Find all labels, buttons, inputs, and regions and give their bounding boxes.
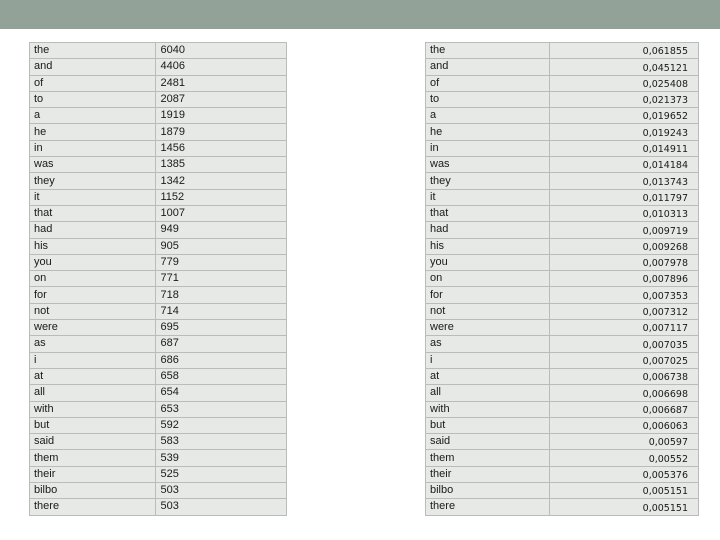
word-frequency-row (426, 140, 699, 156)
frequency-cell: 0,010313 (550, 205, 699, 221)
count-cell: 503 (156, 483, 287, 499)
word-cell: i (426, 352, 550, 368)
word-cell: all (426, 385, 550, 401)
count-cell: 1456 (156, 140, 287, 156)
word-count-row (30, 271, 287, 287)
word-cell: with (426, 401, 550, 417)
count-cell: 525 (156, 466, 287, 482)
frequency-cell: 0,00597 (550, 434, 699, 450)
count-cell: 2481 (156, 75, 287, 91)
count-cell: 1879 (156, 124, 287, 140)
word-cell: to (426, 91, 550, 107)
word-count-row (30, 401, 287, 417)
frequency-cell: 0,061855 (550, 43, 699, 59)
frequency-cell: 0,014911 (550, 140, 699, 156)
word-cell: in (426, 140, 550, 156)
count-cell: 654 (156, 385, 287, 401)
count-cell: 4406 (156, 59, 287, 75)
word-frequency-row (426, 124, 699, 140)
word-cell: the (426, 43, 550, 59)
word-cell: was (426, 157, 550, 173)
word-frequency-row (426, 91, 699, 107)
word-count-row (30, 173, 287, 189)
word-count-row (30, 483, 287, 499)
word-cell: bilbo (426, 483, 550, 499)
word-frequency-row (426, 157, 699, 173)
frequency-cell: 0,019652 (550, 108, 699, 124)
word-cell: with (30, 401, 156, 417)
frequency-cell: 0,007353 (550, 287, 699, 303)
word-cell: and (30, 59, 156, 75)
count-cell: 905 (156, 238, 287, 254)
count-cell: 714 (156, 303, 287, 319)
frequency-cell: 0,019243 (550, 124, 699, 140)
word-cell: for (30, 287, 156, 303)
word-cell: of (426, 75, 550, 91)
frequency-cell: 0,007117 (550, 320, 699, 336)
word-count-row (30, 385, 287, 401)
word-count-row (30, 450, 287, 466)
word-frequency-row (426, 173, 699, 189)
frequency-cell: 0,009268 (550, 238, 699, 254)
word-frequency-row (426, 499, 699, 515)
word-cell: a (30, 108, 156, 124)
word-cell: their (426, 466, 550, 482)
frequency-cell: 0,007896 (550, 271, 699, 287)
word-count-row (30, 91, 287, 107)
word-cell: at (30, 368, 156, 384)
word-cell: a (426, 108, 550, 124)
word-cell: bilbo (30, 483, 156, 499)
word-cell: that (426, 205, 550, 221)
frequency-cell: 0,006687 (550, 401, 699, 417)
count-cell: 779 (156, 254, 287, 270)
word-frequency-row (426, 417, 699, 433)
word-frequency-row (426, 271, 699, 287)
word-frequency-row (426, 238, 699, 254)
word-cell: you (30, 254, 156, 270)
word-count-row (30, 124, 287, 140)
word-count-row (30, 466, 287, 482)
frequency-cell: 0,007035 (550, 336, 699, 352)
word-frequency-row (426, 320, 699, 336)
word-cell: said (426, 434, 550, 450)
count-cell: 1919 (156, 108, 287, 124)
count-cell: 592 (156, 417, 287, 433)
word-cell: not (426, 303, 550, 319)
word-cell: of (30, 75, 156, 91)
word-count-table-body (30, 43, 287, 516)
frequency-cell: 0,005376 (550, 466, 699, 482)
word-count-row (30, 238, 287, 254)
word-frequency-row (426, 75, 699, 91)
word-frequency-row (426, 450, 699, 466)
frequency-cell: 0,005151 (550, 483, 699, 499)
word-count-row (30, 303, 287, 319)
word-cell: and (426, 59, 550, 75)
frequency-cell: 0,013743 (550, 173, 699, 189)
count-cell: 503 (156, 499, 287, 515)
count-cell: 1007 (156, 205, 287, 221)
count-cell: 6040 (156, 43, 287, 59)
frequency-cell: 0,006063 (550, 417, 699, 433)
word-cell: you (426, 254, 550, 270)
frequency-cell: 0,021373 (550, 91, 699, 107)
word-frequency-table-body (426, 43, 699, 516)
word-cell: i (30, 352, 156, 368)
word-cell: to (30, 91, 156, 107)
frequency-cell: 0,007025 (550, 352, 699, 368)
word-count-row (30, 43, 287, 59)
word-count-row (30, 336, 287, 352)
word-frequency-row (426, 254, 699, 270)
word-count-row (30, 254, 287, 270)
frequency-cell: 0,006698 (550, 385, 699, 401)
frequency-cell: 0,014184 (550, 157, 699, 173)
frequency-cell: 0,00552 (550, 450, 699, 466)
word-cell: were (426, 320, 550, 336)
count-cell: 949 (156, 222, 287, 238)
word-frequency-row (426, 287, 699, 303)
word-cell: for (426, 287, 550, 303)
count-cell: 1152 (156, 189, 287, 205)
word-cell: their (30, 466, 156, 482)
word-frequency-row (426, 401, 699, 417)
word-count-row (30, 205, 287, 221)
word-count-row (30, 59, 287, 75)
count-cell: 686 (156, 352, 287, 368)
word-cell: as (30, 336, 156, 352)
word-cell: were (30, 320, 156, 336)
word-cell: them (30, 450, 156, 466)
count-cell: 658 (156, 368, 287, 384)
frequency-cell: 0,007978 (550, 254, 699, 270)
frequency-cell: 0,045121 (550, 59, 699, 75)
word-frequency-row (426, 352, 699, 368)
word-count-row (30, 417, 287, 433)
word-count-row (30, 320, 287, 336)
word-frequency-row (426, 466, 699, 482)
word-count-row (30, 189, 287, 205)
word-count-table (29, 42, 287, 516)
word-cell: on (426, 271, 550, 287)
word-count-row (30, 352, 287, 368)
word-cell: his (30, 238, 156, 254)
word-count-row (30, 75, 287, 91)
word-frequency-row (426, 222, 699, 238)
word-frequency-row (426, 434, 699, 450)
word-cell: was (30, 157, 156, 173)
word-cell: there (426, 499, 550, 515)
word-count-row (30, 287, 287, 303)
word-cell: he (426, 124, 550, 140)
word-count-row (30, 499, 287, 515)
word-frequency-row (426, 205, 699, 221)
word-frequency-row (426, 303, 699, 319)
frequency-cell: 0,009719 (550, 222, 699, 238)
word-cell: there (30, 499, 156, 515)
word-cell: them (426, 450, 550, 466)
word-count-row (30, 368, 287, 384)
count-cell: 1342 (156, 173, 287, 189)
word-frequency-row (426, 43, 699, 59)
frequency-cell: 0,007312 (550, 303, 699, 319)
word-frequency-row (426, 483, 699, 499)
count-cell: 653 (156, 401, 287, 417)
word-frequency-row (426, 336, 699, 352)
word-cell: but (426, 417, 550, 433)
count-cell: 687 (156, 336, 287, 352)
count-cell: 771 (156, 271, 287, 287)
word-cell: all (30, 385, 156, 401)
word-cell: in (30, 140, 156, 156)
word-cell: it (30, 189, 156, 205)
count-cell: 2087 (156, 91, 287, 107)
word-cell: as (426, 336, 550, 352)
word-count-row (30, 222, 287, 238)
frequency-cell: 0,006738 (550, 368, 699, 384)
word-cell: it (426, 189, 550, 205)
frequency-cell: 0,011797 (550, 189, 699, 205)
word-count-row (30, 157, 287, 173)
count-cell: 1385 (156, 157, 287, 173)
word-cell: they (30, 173, 156, 189)
word-cell: but (30, 417, 156, 433)
word-cell: they (426, 173, 550, 189)
count-cell: 695 (156, 320, 287, 336)
word-cell: on (30, 271, 156, 287)
word-count-row (30, 434, 287, 450)
word-frequency-row (426, 385, 699, 401)
count-cell: 539 (156, 450, 287, 466)
word-frequency-row (426, 368, 699, 384)
word-count-row (30, 140, 287, 156)
slide-header-bar (0, 0, 720, 29)
frequency-cell: 0,005151 (550, 499, 699, 515)
word-cell: said (30, 434, 156, 450)
word-frequency-row (426, 189, 699, 205)
frequency-cell: 0,025408 (550, 75, 699, 91)
word-cell: not (30, 303, 156, 319)
word-cell: the (30, 43, 156, 59)
word-frequency-row (426, 59, 699, 75)
word-cell: that (30, 205, 156, 221)
word-cell: he (30, 124, 156, 140)
word-cell: had (30, 222, 156, 238)
word-count-row (30, 108, 287, 124)
word-cell: had (426, 222, 550, 238)
count-cell: 718 (156, 287, 287, 303)
word-frequency-row (426, 108, 699, 124)
word-frequency-table (425, 42, 699, 516)
count-cell: 583 (156, 434, 287, 450)
word-cell: his (426, 238, 550, 254)
word-cell: at (426, 368, 550, 384)
